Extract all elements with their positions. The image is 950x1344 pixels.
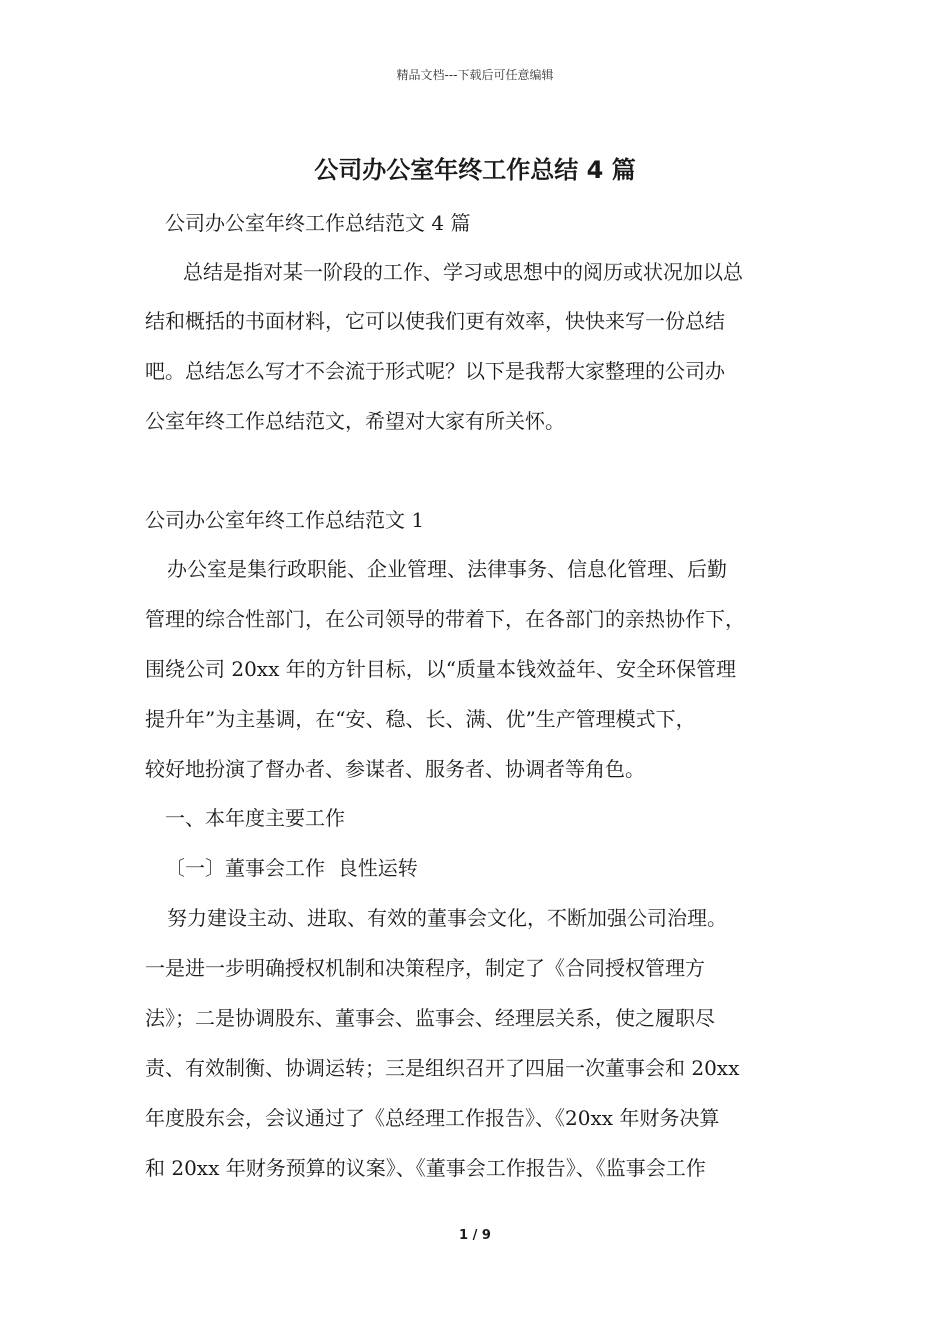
intro-line: 结和概括的书面材料，它可以使我们更有效率，快快来写一份总结 xyxy=(145,309,725,333)
paragraph-line: 法》；二是协调股东、董事会、监事会、经理层关系，使之履职尽 xyxy=(145,1006,715,1030)
section-title: 公司办公室年终工作总结范文 1 xyxy=(145,508,425,532)
paragraph-line: 管理的综合性部门，在公司领导的带着下，在各部门的亲热协作下， xyxy=(145,607,745,631)
intro-line: 总结是指对某一阶段的工作、学习或思想中的阅历或状况加以总 xyxy=(183,260,743,284)
heading-main-work: 一、本年度主要工作 xyxy=(165,806,345,830)
page-header: 精品文档---下载后可任意编辑 xyxy=(396,68,554,82)
paragraph-line: 责、有效制衡、协调运转；三是组织召开了四届一次董事会和 20xx xyxy=(145,1056,740,1080)
paragraph-line: 提升年”为主基调，在“安、稳、长、满、优”生产管理模式下， xyxy=(145,707,696,731)
paragraph-line: 努力建设主动、进取、有效的董事会文化，不断加强公司治理。 xyxy=(167,906,727,930)
paragraph-line: 围绕公司 20xx 年的方针目标，以“质量本钱效益年、安全环保管理 xyxy=(145,657,736,681)
document-title: 公司办公室年终工作总结 4 篇 xyxy=(314,156,636,184)
paragraph-line: 办公室是集行政职能、企业管理、法律事务、信息化管理、后勤 xyxy=(167,557,727,581)
heading-board-work: 〔一〕董事会工作 良性运转 xyxy=(165,856,418,880)
subtitle: 公司办公室年终工作总结范文 4 篇 xyxy=(165,211,471,235)
paragraph-line: 和 20xx 年财务预算的议案》、《董事会工作报告》、《监事会工作 xyxy=(145,1156,706,1180)
paragraph-line: 年度股东会，会议通过了《总经理工作报告》、《20xx 年财务决算 xyxy=(145,1106,720,1130)
paragraph-line: 较好地扮演了督办者、参谋者、服务者、协调者等角色。 xyxy=(145,757,645,781)
page-number: 1 / 9 xyxy=(459,1228,491,1243)
intro-line: 公室年终工作总结范文，希望对大家有所关怀。 xyxy=(145,409,565,433)
intro-line: 吧。总结怎么写才不会流于形式呢？以下是我帮大家整理的公司办 xyxy=(145,359,725,383)
paragraph-line: 一是进一步明确授权机制和决策程序，制定了《合同授权管理方 xyxy=(145,956,705,980)
